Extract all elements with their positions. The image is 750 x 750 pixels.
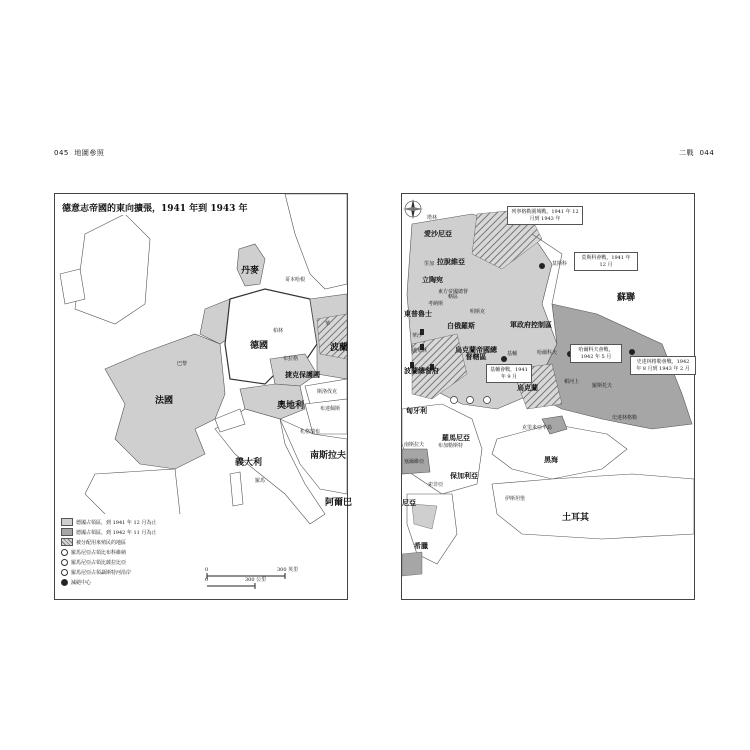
label-black-sea: 黑海 bbox=[544, 455, 558, 464]
legend-item bbox=[61, 578, 201, 586]
label-zagreb: 札格瑞布 bbox=[300, 429, 321, 435]
left-page-number: 045 bbox=[54, 149, 69, 157]
label-reichskommissariat-ukraine: 烏克蘭帝國總督轄區 bbox=[455, 345, 497, 361]
scale-miles: 300 英里 bbox=[277, 567, 299, 573]
right-page-number: 044 bbox=[699, 149, 715, 157]
box-leningrad-siege: 列寧格勒圍城戰，1941 年 12 月到 1943 年 bbox=[507, 206, 583, 225]
moscow-marker bbox=[539, 263, 545, 269]
box-moscow-battle: 莫斯科會戰，1941 年 12 月 bbox=[574, 252, 638, 271]
legend-dot bbox=[61, 559, 68, 566]
label-tallinn: 塔林 bbox=[427, 215, 438, 221]
label-italy: 義大利 bbox=[235, 458, 263, 468]
label-ussr: 蘇聯 bbox=[617, 293, 636, 303]
label-belarus: 白俄羅斯 bbox=[447, 321, 475, 330]
label-army-area: 軍政府控制區 bbox=[510, 320, 552, 329]
left-map-title: 德意志帝國的東向擴張，1941 年到 1943 年 bbox=[59, 200, 251, 215]
right-section-title: 二戰 bbox=[679, 149, 694, 157]
label-warsaw: 華沙 bbox=[412, 333, 423, 339]
label-yugoslavia: 南斯拉夫 bbox=[310, 451, 347, 461]
legend-item bbox=[61, 548, 201, 556]
legend-swatch bbox=[61, 528, 73, 536]
left-page-header bbox=[54, 148, 104, 158]
label-czech-protectorate: 捷克保護國 bbox=[285, 370, 320, 379]
label-bucharest: 布加勒斯特 bbox=[438, 443, 464, 449]
legend-text: 羅馬尼亞占領比布科維納 bbox=[71, 549, 127, 556]
scale-zero-top: 0 bbox=[205, 567, 209, 573]
label-albania-partial: 尼亞 bbox=[402, 498, 416, 507]
label-kaunas: 考納斯 bbox=[428, 301, 444, 307]
label-germany: 德國 bbox=[250, 341, 269, 351]
label-copenhagen: 哥本哈根 bbox=[285, 277, 306, 283]
legend-text: 羅馬尼亞占領聶斯特河沿岸 bbox=[71, 569, 132, 576]
legend-dot bbox=[61, 569, 68, 576]
left-section-title: 地圖參照 bbox=[74, 149, 105, 157]
legend-text: 羅馬尼亞占領比薩拉比亞 bbox=[71, 559, 127, 566]
label-turkey: 土耳其 bbox=[562, 513, 590, 523]
legend-item bbox=[61, 528, 201, 536]
stalingrad-marker bbox=[629, 349, 635, 355]
label-warsaw-fragment: 華 bbox=[325, 321, 331, 327]
box-kiev-battle: 基輔會戰，1941 年 9 月 bbox=[486, 364, 532, 383]
label-istanbul: 伊斯坦堡 bbox=[505, 496, 526, 502]
label-prague: 布拉格 bbox=[283, 356, 299, 362]
right-map-panel bbox=[401, 193, 695, 600]
label-poland: 波蘭 bbox=[330, 343, 349, 353]
label-yugoslavia-partial: 南斯拉夫 bbox=[404, 442, 425, 448]
label-denmark: 丹麥 bbox=[241, 266, 260, 276]
label-kiev: 基輔 bbox=[507, 351, 518, 357]
label-bulgaria: 保加利亞 bbox=[450, 471, 478, 480]
label-kharkov: 哈爾科夫 bbox=[537, 350, 558, 356]
legend-dot bbox=[61, 549, 68, 556]
map-legend bbox=[59, 514, 203, 590]
legend-text: 滅絕中心 bbox=[71, 579, 92, 586]
legend-dot-filled bbox=[61, 579, 68, 586]
legend-text: 被分配用來殖民的地區 bbox=[76, 539, 127, 546]
label-stalingrad-city: 史達林格勒 bbox=[612, 415, 638, 421]
right-map-svg bbox=[402, 194, 694, 599]
box-stalingrad-battle: 史達林格勒會戰，1942 年 8 月到 1943 年 2 月 bbox=[630, 356, 696, 375]
label-east-prussia: 東普魯士 bbox=[404, 309, 432, 318]
scale-bar bbox=[205, 568, 315, 590]
label-rostov-top: 頓河上 bbox=[564, 379, 580, 385]
label-romania: 羅馬尼亞 bbox=[442, 433, 470, 442]
label-slovakia: 斯洛伐克 bbox=[317, 389, 338, 395]
legend-item bbox=[61, 558, 201, 566]
label-albania: 阿爾巴 bbox=[325, 498, 353, 508]
label-ukraine: 烏克蘭 bbox=[517, 383, 538, 392]
label-minsk: 明斯克 bbox=[470, 309, 486, 315]
legend-item bbox=[61, 518, 201, 526]
label-paris: 巴黎 bbox=[177, 361, 188, 367]
label-ostland: 東方帝國總督轄區 bbox=[438, 289, 469, 300]
right-page-header bbox=[679, 148, 714, 158]
label-latvia: 拉脫維亞 bbox=[437, 257, 465, 266]
label-rostov: 羅斯托夫 bbox=[592, 383, 613, 389]
box-kharkov-battle: 哈爾科夫會戰，1942 年 5 月 bbox=[570, 344, 622, 363]
label-general-government: 波蘭總督府 bbox=[404, 366, 439, 375]
legend-item bbox=[61, 568, 201, 576]
scale-km: 300 公里 bbox=[245, 577, 267, 583]
compass-rose-icon bbox=[402, 198, 424, 220]
label-lithuania: 立陶宛 bbox=[422, 275, 443, 284]
label-budapest: 布達佩斯 bbox=[320, 406, 341, 412]
label-greece: 希臘 bbox=[414, 541, 428, 550]
label-berlin: 柏林 bbox=[273, 328, 284, 334]
legend-swatch-hatch bbox=[61, 538, 73, 546]
label-riga: 里加 bbox=[424, 261, 435, 267]
label-moscow: 莫斯科 bbox=[552, 261, 568, 267]
legend-swatch bbox=[61, 518, 73, 526]
label-crimea: 克里米亞半島 bbox=[522, 425, 553, 431]
label-estonia: 愛沙尼亞 bbox=[424, 229, 452, 238]
label-france: 法國 bbox=[155, 396, 174, 406]
label-lublin: 盧布林 bbox=[412, 348, 428, 354]
legend-item bbox=[61, 538, 201, 546]
left-map-panel bbox=[54, 193, 353, 600]
legend-text: 德國占領區，到 1941 年 12 月為止 bbox=[76, 519, 157, 526]
label-austria: 奧地利 bbox=[277, 401, 305, 411]
scale-zero-bottom: 0 bbox=[205, 577, 209, 583]
label-rome: 羅馬 bbox=[255, 478, 266, 484]
label-serbia: 塞爾維亞 bbox=[404, 459, 425, 465]
legend-text: 德國占領區，到 1942 年 11 月為止 bbox=[76, 529, 157, 536]
label-sofia: 索非亞 bbox=[428, 482, 444, 488]
label-hungary: 匈牙利 bbox=[406, 406, 427, 415]
